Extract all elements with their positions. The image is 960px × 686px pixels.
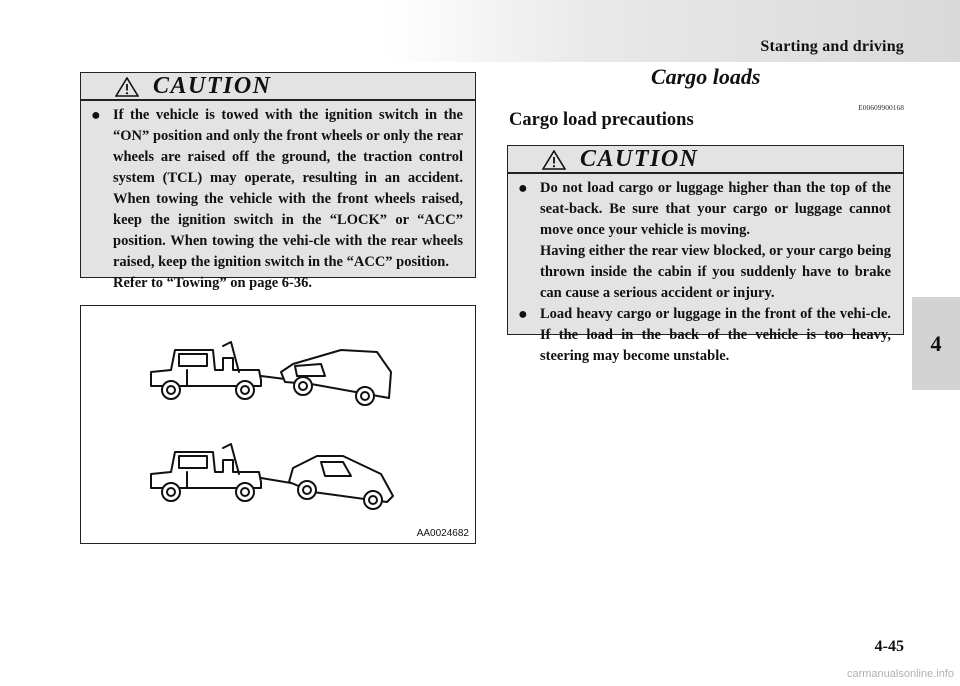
bullet-icon: ● <box>518 306 528 323</box>
section-title: Cargo loads <box>651 64 761 89</box>
caution-line: If the vehicle is towed with the ignition switch in the “ON” position and only the front wheels or only the rear wheels are raised off the ground, the traction control system (TCL) may operate, resulting in an accident. When towing the vehicle with the front wheels raised, keep the ignition switch in the “LOCK” or “ACC” position. When towing the vehi-cle with the rear wheels raised, keep the ignition switch in the “ACC” position. <box>113 107 463 270</box>
bullet-icon: ● <box>91 107 101 124</box>
caution-body <box>508 174 903 367</box>
bullet-icon: ● <box>518 180 528 197</box>
tow-scene-bottom <box>151 444 393 509</box>
caution-item <box>91 105 463 294</box>
figure-code: AA0024682 <box>416 528 469 539</box>
caution-line: Having either the rear view blocked, or your cargo being thrown inside the cabin if you suddenly have to brake can cause a serious accident or injury. <box>540 243 891 301</box>
header-title: Starting and driving <box>760 38 904 55</box>
chapter-tab <box>912 297 960 390</box>
caution-item <box>518 304 891 367</box>
subsection-title: Cargo load precautions <box>509 110 694 130</box>
caution-item-text <box>540 304 891 367</box>
caution-line: Load heavy cargo or luggage in the front of the vehi-cle. If the load in the back of the vehicle is too heavy, steering may become unstable. <box>540 306 891 364</box>
caution-line: Refer to “Towing” on page 6-36. <box>113 275 312 291</box>
warning-triangle-icon <box>115 77 139 97</box>
caution-line: Do not load cargo or luggage higher than the top of the seat-back. Be sure that your cargo or luggage cannot move once your vehicle is moving. <box>540 180 891 238</box>
towing-illustration <box>80 305 476 544</box>
warning-triangle-icon <box>542 150 566 170</box>
watermark: carmanualsonline.info <box>846 668 954 680</box>
page-number: 4-45 <box>874 638 904 655</box>
caution-header <box>508 146 903 174</box>
caution-header <box>81 73 475 101</box>
right-caution-box <box>507 145 904 364</box>
caution-item-text <box>540 178 891 304</box>
caution-label: CAUTION <box>580 146 699 172</box>
caution-item-text <box>113 105 463 294</box>
tow-scene-top <box>151 342 391 405</box>
tow-truck-illustration <box>81 306 475 543</box>
caution-label: CAUTION <box>153 73 272 99</box>
chapter-number: 4 <box>930 331 942 356</box>
left-caution-box <box>80 72 476 291</box>
section-code: E00609900168 <box>858 103 904 112</box>
caution-body <box>81 101 475 294</box>
caution-item <box>518 178 891 304</box>
